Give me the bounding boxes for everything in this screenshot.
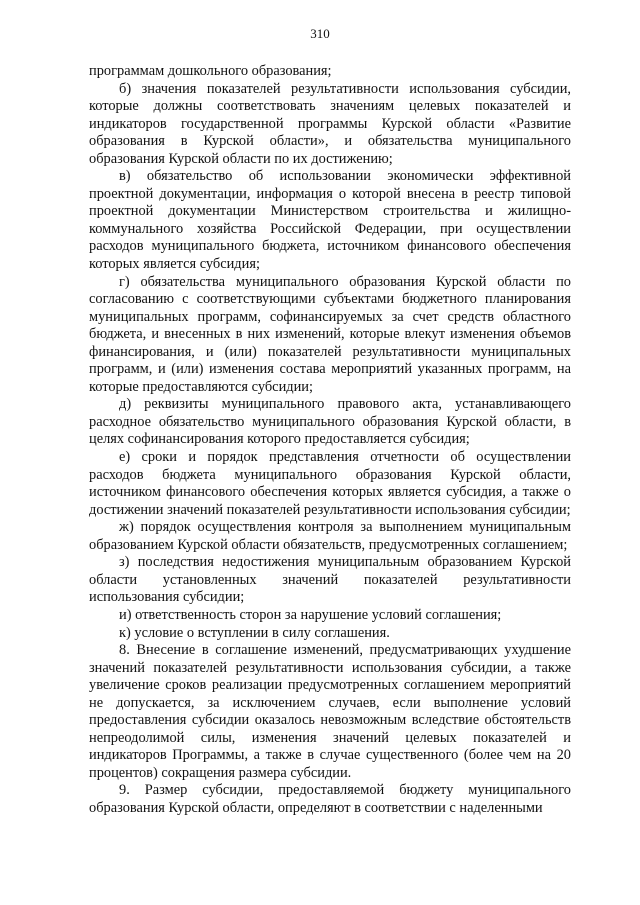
paragraph-item-z: з) последствия недостижения муниципальным образованием Курской области установленных значений показателей результативности использования субсидии; (89, 554, 571, 606)
paragraph-item-b: б) значения показателей результативности использования субсидии, которые должны соответствовать значениям целевых показателей и индикаторов государственной программы Курской области «Развитие образования в Курской области», и обязательства муниципального образования Курской области по их достижению; (89, 80, 571, 167)
paragraph-section-8: 8. Внесение в соглашение изменений, предусматривающих ухудшение значений показателей результативности использования субсидии, а также увеличение сроков реализации предусмотренных соглашением мероприятий не допускается, за исключением случаев, если выполнение условий предоставления субсидии оказалось невозможным вследствие обстоятельств непреодолимой силы, изменения значений целевых показателей и индикаторов Программы, а также в случае существенного (более чем на 20 процентов) сокращения размера субсидии. (89, 642, 571, 781)
paragraph-item-i: и) ответственность сторон за нарушение условий соглашения; (119, 606, 502, 623)
paragraph-continuation: программам дошкольного образования; (89, 63, 332, 79)
paragraph-item-v: в) обязательство об использовании экономически эффективной проектной документации, информация о которой внесена в реестр типовой проектной документации Министерством строительства и жилищно-коммунального хозяйства Российской Федерации, при осуществлении расходов муниципального бюджета, источником финансового обеспечения которых является субсидия; (89, 168, 571, 273)
paragraph-item-g: г) обязательства муниципального образования Курской области по согласованию с соответствующими субъектами бюджетного планирования муниципальных программ, софинансируемых за счет средств областного бюджета, и внесенных в них изменений, которые влекут изменения объемов финансирования, и (или) показателей результативности муниципальных программ, и (или) изменения состава мероприятий указанных программ, на которые предоставляются субсидии; (89, 273, 571, 395)
paragraph-section-9: 9. Размер субсидии, предоставляемой бюджету муниципального образования Курской области, определяют в соответствии с наделенными (89, 782, 571, 816)
paragraph-item-k: к) условие о вступлении в силу соглашения. (119, 624, 390, 641)
page-number: 310 (310, 26, 330, 41)
paragraph-item-e: е) сроки и порядок представления отчетности об осуществлении расходов бюджета муниципального образования Курской области, источником финансового обеспечения которых является субсидия, а также о достижении значений показателей результативности использования субсидии; (89, 449, 571, 518)
document-body (89, 63, 571, 818)
paragraph-item-zh: ж) порядок осуществления контроля за выполнением муниципальным образованием Курской области обязательств, предусмотренных соглашением; (89, 519, 571, 553)
paragraph-item-d: д) реквизиты муниципального правового акта, устанавливающего расходное обязательство муниципального образования Курской области, в целях софинансирования которого предоставляется субсидия; (89, 396, 571, 448)
